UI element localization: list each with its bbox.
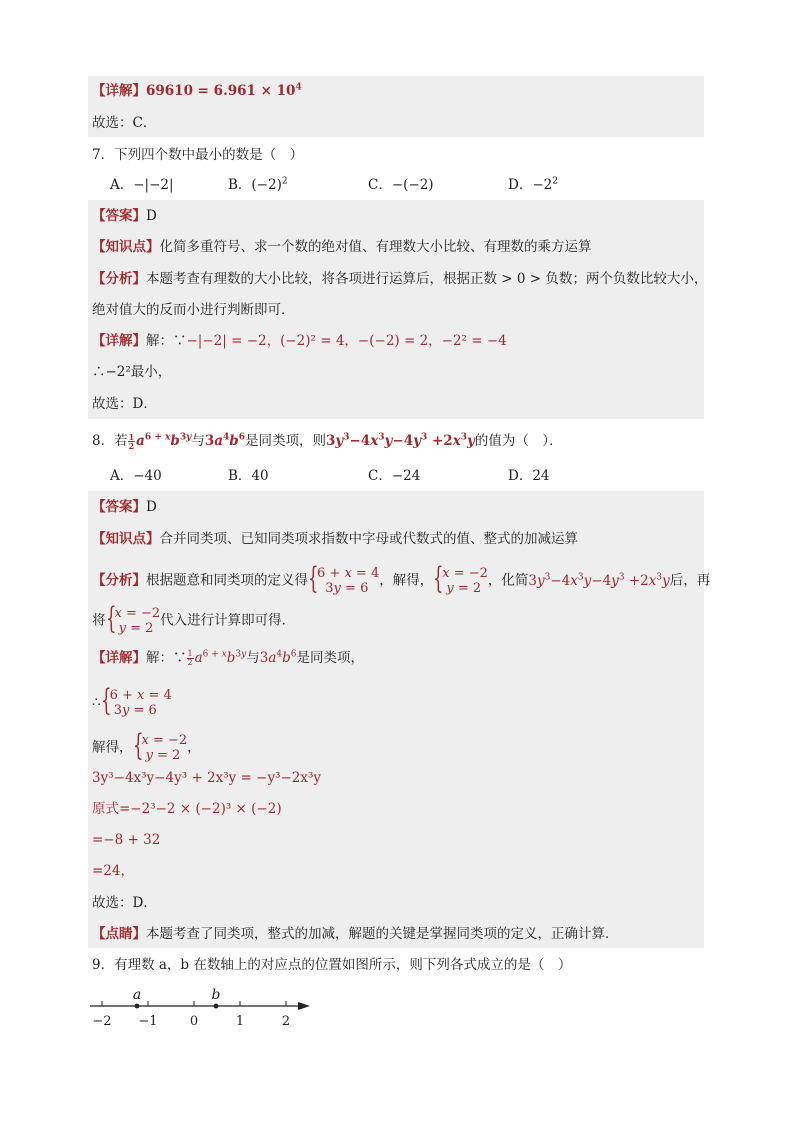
tick-label: 1 bbox=[235, 1014, 245, 1029]
detail-label: 【详解】 bbox=[92, 83, 146, 99]
q6-choice: 故选：C． bbox=[92, 115, 157, 131]
q8-detail-pre: 解：∵ bbox=[146, 650, 187, 666]
q7-option-d-text: D．−2 bbox=[508, 177, 553, 193]
q7-option-b-text: B．(−2) bbox=[228, 177, 282, 193]
q7-knowledge-line bbox=[92, 237, 592, 257]
q8-stem-pre: 8．若 bbox=[92, 433, 128, 449]
point-a-marker bbox=[135, 1004, 140, 1009]
point-b-label: b bbox=[211, 987, 221, 1003]
number-line-figure bbox=[86, 986, 316, 1034]
q8-knowledge-line bbox=[92, 529, 578, 549]
answer-label: 【答案】 bbox=[92, 208, 146, 224]
q7-analysis-2: 绝对值大的反而小进行判断即可． bbox=[92, 302, 295, 318]
q8-detail-mid: 与 bbox=[246, 650, 260, 666]
q8-detail-system: { 6 + x = 4 3y = 6 bbox=[100, 683, 172, 718]
q8-option-d: D．24 bbox=[508, 468, 550, 484]
q7-stem: 7．下列四个数中最小的数是（ ） bbox=[92, 147, 304, 163]
detail-label: 【详解】 bbox=[92, 333, 146, 349]
q7-option-d-exp: 2 bbox=[552, 176, 558, 187]
tick-label: 0 bbox=[189, 1014, 199, 1029]
q8-solved-system: { x = −2 y = 2 bbox=[132, 728, 188, 763]
q8-analysis-line-2 bbox=[92, 601, 296, 636]
q7-option-b-exp: 2 bbox=[281, 176, 288, 187]
q8-analysis-e: 将 bbox=[92, 612, 106, 629]
q6-detail-exponent: 4 bbox=[295, 82, 302, 93]
q8-detail-term-2: $3a^4b^6$ bbox=[259, 649, 297, 666]
q7-knowledge: 化简多重符号、求一个数的绝对值、有理数大小比较、有理数的乘方运算 bbox=[159, 239, 592, 255]
q7-detail-line bbox=[92, 331, 507, 351]
q8-option-c: C．−24 bbox=[368, 468, 421, 484]
q8-comment: 本题考查了同类项，整式的加减，解题的关键是掌握同类项的定义，正确计算． bbox=[146, 926, 619, 942]
q8-detail-line bbox=[92, 648, 364, 668]
q8-option-a: A．−40 bbox=[110, 468, 162, 484]
q8-analysis-expr: $3y^3-4x^3y-4y^3 +2x^3y$ bbox=[528, 572, 670, 589]
analysis-label: 【分析】 bbox=[92, 271, 146, 287]
point-a-label: a bbox=[132, 987, 142, 1003]
q8-term-1: $\frac{1}{2}$ $a^{6 + x}b^{3y}$ bbox=[128, 432, 192, 451]
q8-analysis-line-1 bbox=[92, 561, 711, 596]
q8-analysis-a: 根据题意和同类项的定义得 bbox=[146, 572, 308, 589]
q7-option-d bbox=[508, 175, 558, 195]
tick-label: −2 bbox=[92, 1014, 112, 1029]
q8-choice: 故选：D． bbox=[92, 895, 157, 911]
q8-analysis-c: ，化简 bbox=[487, 572, 529, 589]
q8-equation-system: { 6 + x = 4 3y = 6 bbox=[308, 561, 380, 596]
tick-label: 2 bbox=[281, 1014, 291, 1029]
q8-expression: $3y^3-4x^3y-4y^3 +2x^3y$ bbox=[325, 432, 475, 449]
q7-detail-math: −|−2| = −2，(−2)² = 4，−(−2) = 2，−2² = −4 bbox=[186, 333, 507, 349]
detail-label: 【详解】 bbox=[92, 650, 146, 666]
q8-option-b: B．40 bbox=[228, 468, 269, 484]
q8-term-2: $3a^4b^6$ bbox=[204, 432, 245, 449]
arrow-right-icon bbox=[298, 1002, 310, 1010]
q8-step-orig bbox=[92, 799, 282, 819]
q8-step-simplify: 3y³−4x³y−4y³ + 2x³y = −y³−2x³y bbox=[92, 770, 322, 786]
q8-knowledge: 合并同类项、已知同类项求指数中字母或代数式的值、整式的加减运算 bbox=[159, 531, 578, 547]
q8-solution-panel bbox=[88, 491, 704, 948]
q8-step-2: =−8 + 32 bbox=[92, 832, 161, 848]
q6-detail-text: 69610 = 6.961 × 10 bbox=[146, 83, 296, 99]
q8-detail-term-1: $\frac{1}{2}$ $a^{6 + x}b^{3y}$ bbox=[187, 649, 247, 667]
q8-step-orig-text: 原式=−2³−2 × (−2)³ × (−2) bbox=[92, 801, 282, 817]
q8-stem bbox=[92, 431, 563, 451]
q9-stem: 9．有理数 a，b 在数轴上的对应点的位置如图所示，则下列各式成立的是（ ） bbox=[92, 957, 572, 973]
q7-option-b bbox=[228, 175, 288, 195]
q8-answer-line bbox=[92, 497, 157, 517]
q8-therefore-line bbox=[92, 683, 172, 718]
q8-solved: 解得， bbox=[92, 739, 133, 756]
q7-detail-pre: 解：∵ bbox=[146, 333, 187, 349]
tick-label: −1 bbox=[138, 1014, 158, 1029]
axis-ticks bbox=[102, 1001, 286, 1006]
analysis-label: 【分析】 bbox=[92, 572, 146, 589]
q7-option-c: C．−(−2) bbox=[368, 177, 434, 193]
q7-analysis-line-1 bbox=[92, 269, 707, 289]
q8-detail-post: 是同类项， bbox=[296, 650, 364, 666]
q8-substitute-system: { x = −2 y = 2 bbox=[105, 601, 161, 636]
q8-analysis-f: 代入进行计算即可得． bbox=[160, 612, 296, 629]
q8-analysis-b: ，解得， bbox=[379, 572, 434, 589]
q6-detail-line bbox=[92, 81, 302, 101]
q7-answer-line bbox=[92, 206, 157, 226]
q8-solved-end: ， bbox=[187, 739, 201, 756]
q8-stem-post: 是同类项，则 bbox=[244, 433, 326, 449]
knowledge-label: 【知识点】 bbox=[92, 531, 160, 547]
q7-conclusion: ∴−2²最小， bbox=[92, 364, 172, 380]
q8-stem-mid: 与 bbox=[191, 433, 205, 449]
q7-option-a: A．−|−2| bbox=[110, 177, 174, 193]
comment-label: 【点睛】 bbox=[92, 926, 146, 942]
q8-solved-line bbox=[92, 728, 201, 763]
q8-solution-system: { x = −2 y = 2 bbox=[433, 561, 488, 596]
q8-analysis-d: 后，再 bbox=[669, 572, 711, 589]
q8-step-3: =24， bbox=[92, 863, 134, 879]
q7-analysis-1: 本题考查有理数的大小比较，将各项进行运算后，根据正数 > 0 > 负数；两个负数比较大小， bbox=[146, 271, 708, 287]
q7-answer: D bbox=[146, 208, 157, 224]
answer-label: 【答案】 bbox=[92, 499, 146, 515]
knowledge-label: 【知识点】 bbox=[92, 239, 160, 255]
q8-comment-line bbox=[92, 924, 619, 944]
q8-therefore: ∴ bbox=[92, 694, 101, 711]
point-b-marker bbox=[214, 1004, 219, 1009]
q7-choice: 故选：D． bbox=[92, 396, 157, 412]
q8-answer: D bbox=[146, 499, 157, 515]
q8-stem-end: 的值为（ ）． bbox=[474, 433, 563, 449]
